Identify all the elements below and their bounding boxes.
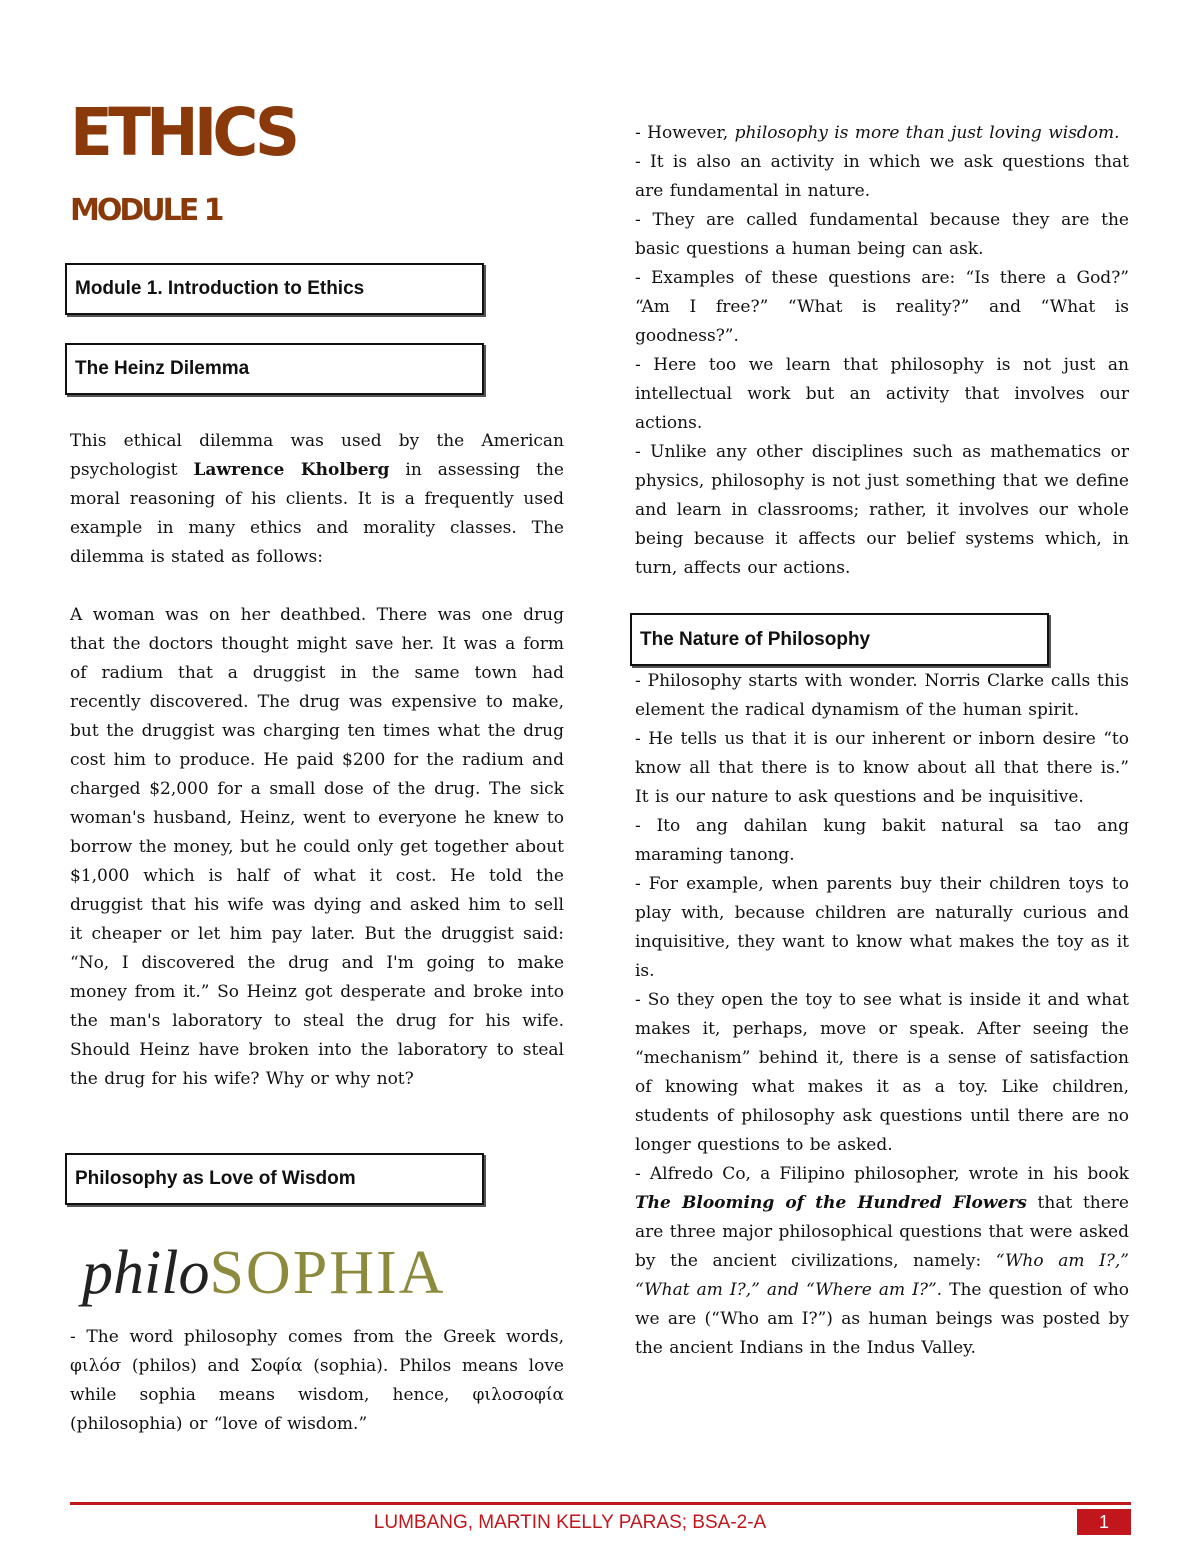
nature-of-philosophy-list	[635, 667, 1129, 1363]
list-item: - Here too we learn that philosophy is not just an intellectual work but an activity that involves our actions.	[635, 355, 1129, 433]
three-questions: “Who am I?,” “What am I?,” and “Where am I?”.	[635, 1251, 1129, 1300]
module-subtitle: MODULE 1	[70, 193, 222, 228]
section-title: Philosophy as Love of Wisdom	[75, 1168, 356, 1189]
list-item: - Examples of these questions are: “Is there a God?” “Am I free?” “What is reality?” and “What is goodness?”.	[635, 268, 1129, 346]
list-item: - However, philosophy is more than just loving wisdom.	[635, 123, 1120, 143]
list-item: - It is also an activity in which we ask questions that are fundamental in nature.	[635, 152, 1129, 201]
list-item: - They are called fundamental because they are the basic questions a human being can ask.	[635, 210, 1129, 259]
list-item: - Unlike any other disciplines such as mathematics or physics, philosophy is not just something that we define and learn in classrooms; rather, it involves our whole being because it affects our belief systems which, in turn, affects our actions.	[635, 442, 1129, 578]
footer-author: LUMBANG, MARTIN KELLY PARAS; BSA-2-A	[373, 1512, 767, 1533]
list-item: - He tells us that it is our inherent or inborn desire “to know all that there is to know about all that there is.” It is our nature to ask questions and be inquisitive.	[635, 729, 1129, 807]
kohlberg-name: Lawrence Kholberg	[193, 460, 390, 480]
dilemma-paragraph: A woman was on her deathbed. There was one drug that the doctors thought might save her. It was a form of radium that a druggist in the same town had recently discovered. The drug was expensive to make, but the druggist was charging ten times what the drug cost him to produce. He paid $200 for the radium and charged $2,000 for a small dose of the drug. The sick woman's husband, Heinz, went to everyone he knew to borrow the money, but he could only get together about $1,000 which is half of what it cost. He told the druggist that his wife was dying and asked him to sell it cheaper or let him pay later. But the druggist said: “No, I discovered the drug and I'm going to make money from it.” So Heinz got desperate and broke into the man's laboratory to steal the drug for his wife. Should Heinz have broken into the laboratory to steal the drug for his wife? Why or why not?	[70, 605, 564, 1089]
philosophia-logo: philoSOPHIA	[82, 1239, 446, 1307]
list-item: - Alfredo Co, a Filipino philosopher, wrote in his book The Blooming of the Hundred Flowers that there are three major philosophical questions that were asked by the ancient civilizations, namely: “Who am I?,” “What am I?,” and “Where am I?”. The question of who we are (“Who am I?”) as human beings was posted by the ancient Indians in the Indus Valley.	[635, 1164, 1129, 1358]
list-item: - So they open the toy to see what is inside it and what makes it, perhaps, move or speak. After seeing the “mechanism” behind it, there is a sense of satisfaction of knowing what makes it as a toy. Like children, students of philosophy ask questions until there are no longer questions to be asked.	[635, 990, 1129, 1155]
list-item: - For example, when parents buy their children toys to play with, because children are naturally curious and inquisitive, they want to know what makes the toy as it is.	[635, 874, 1129, 981]
section-box-heinz	[65, 343, 484, 395]
book-title: The Blooming of the Hundred Flowers	[635, 1193, 1027, 1213]
section-title: The Nature of Philosophy	[640, 628, 871, 650]
section-box-module-intro	[65, 263, 484, 315]
list-item: - Ito ang dahilan kung bakit natural sa tao ang maraming tanong.	[635, 816, 1129, 865]
section-title: Module 1. Introduction to Ethics	[75, 278, 365, 299]
section-box-love-wisdom	[65, 1153, 484, 1205]
section-box-nature	[630, 613, 1049, 666]
philosophy-activity-list	[635, 119, 1129, 583]
word-origin-paragraph: - The word philosophy comes from the Greek words, φιλόσ (philos) and Σοφία (sophia). Philos means love while sophia means wisdom, hence, φιλοσοφία (philosophia) or “love of wisdom.”	[70, 1327, 564, 1434]
page-number: 1	[1077, 1509, 1131, 1535]
intro-paragraph: This ethical dilemma was used by the American psychologist Lawrence Kholberg in assessing the moral reasoning of his clients. It is a frequently used example in many ethics and morality classes. The dilemma is stated as follows:	[70, 431, 564, 567]
footer-divider	[70, 1502, 1131, 1505]
page-title: ETHICS	[70, 94, 296, 171]
section-title: The Heinz Dilemma	[75, 358, 250, 379]
list-item: - Philosophy starts with wonder. Norris Clarke calls this element the radical dynamism of the human spirit.	[635, 671, 1129, 720]
